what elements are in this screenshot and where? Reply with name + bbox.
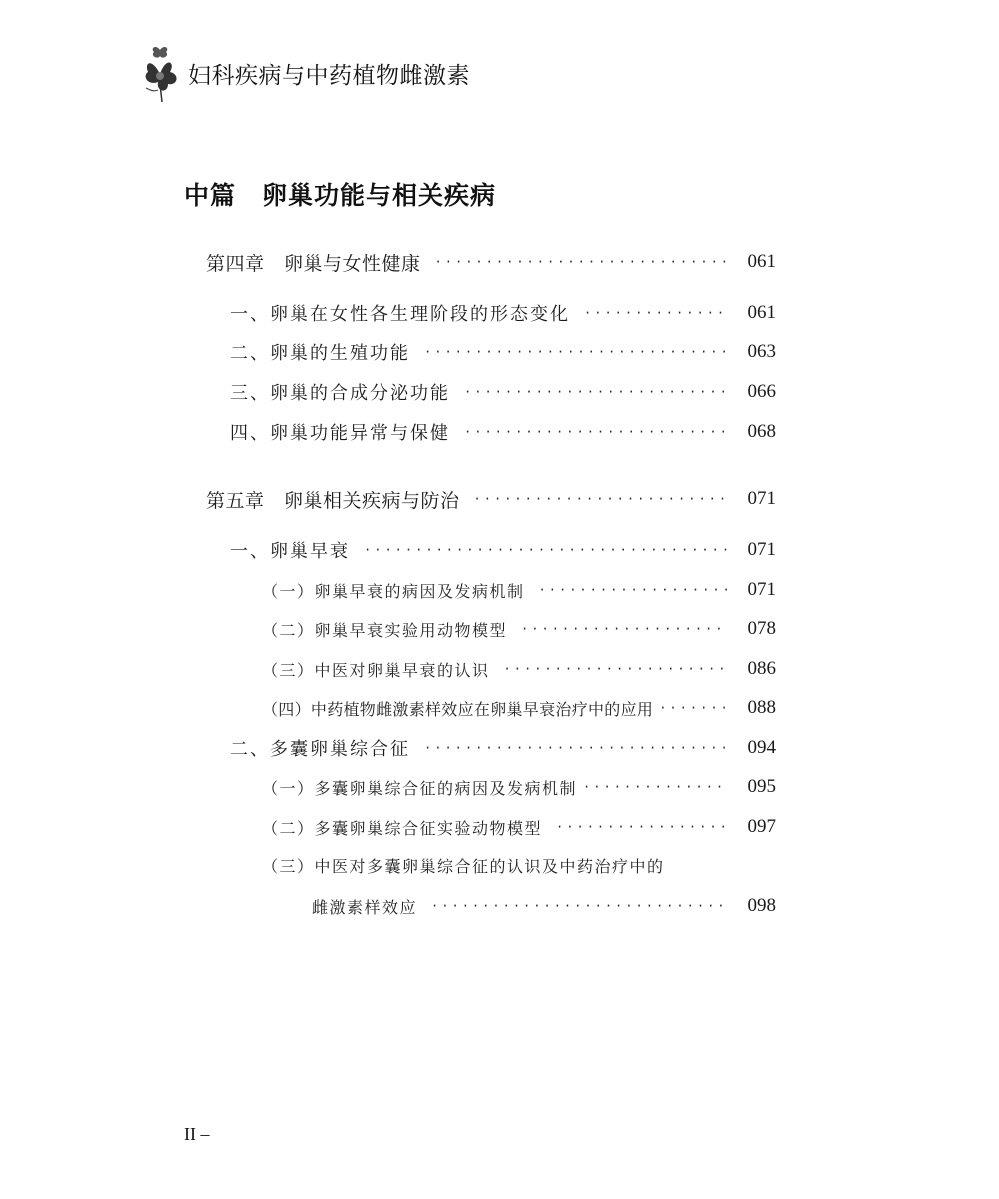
leader-dots	[659, 701, 728, 715]
toc-subsection-line2[interactable]	[312, 892, 776, 920]
toc-page-number: 086	[747, 658, 776, 679]
toc-page-number: 061	[747, 302, 776, 323]
toc-entry-text: 三、卵巢的合成分泌功能	[230, 383, 450, 404]
toc-page-number: 094	[747, 737, 776, 758]
toc-page-number: 098	[747, 895, 776, 916]
toc-subsection[interactable]	[262, 655, 776, 683]
toc-chapter-4[interactable]	[206, 248, 776, 276]
leader-dots	[464, 385, 728, 399]
toc-entry-text: 二、多囊卵巢综合征	[230, 739, 410, 760]
toc-page-number: 068	[747, 421, 776, 442]
toc-subsection[interactable]	[262, 694, 776, 722]
toc-subsection[interactable]	[262, 615, 776, 643]
part-label: 中篇	[184, 181, 237, 210]
leader-dots	[424, 741, 728, 755]
toc-entry-text: （二）多囊卵巢综合征实验动物模型	[262, 818, 543, 838]
toc-page-number: 063	[747, 341, 776, 362]
toc-subsection-line1[interactable]: （三）中医对多囊卵巢综合征的认识及中药治疗中的	[262, 856, 665, 876]
toc-entry-text: （四）中药植物雌激素样效应在卵巢早衰治疗中的应用	[262, 699, 654, 719]
flower-logo-icon	[140, 44, 180, 102]
book-title: 妇科疾病与中药植物雌激素	[188, 62, 470, 89]
toc-page-number: 071	[747, 539, 776, 560]
leader-dots	[521, 622, 728, 636]
leader-dots	[464, 425, 728, 439]
toc-entry-text: （三）中医对卵巢早衰的认识	[262, 660, 490, 680]
toc-section[interactable]	[230, 299, 776, 327]
part-title	[184, 176, 496, 212]
leader-dots	[504, 662, 728, 676]
toc-page-number: 071	[747, 488, 776, 509]
toc-section[interactable]	[230, 378, 776, 406]
toc-page-number: 061	[747, 251, 776, 272]
leader-dots	[424, 345, 728, 359]
toc-section[interactable]	[230, 338, 776, 366]
leader-dots	[435, 255, 728, 269]
toc-entry-text: 第四章 卵巢与女性健康	[206, 252, 421, 275]
leader-dots	[556, 820, 728, 834]
leader-dots	[364, 543, 728, 557]
toc-subsection[interactable]	[262, 813, 776, 841]
toc-subsection[interactable]	[262, 773, 776, 801]
leader-dots	[584, 306, 728, 320]
leader-dots	[539, 583, 728, 597]
toc-entry-text: 一、卵巢早衰	[230, 541, 350, 562]
toc-page-number: 095	[747, 776, 776, 797]
toc-section[interactable]	[230, 734, 776, 762]
toc-entry-text: 二、卵巢的生殖功能	[230, 343, 410, 364]
toc-page-number: 088	[747, 697, 776, 718]
toc-entry-text: （一）多囊卵巢综合征的病因及发病机制	[262, 778, 578, 798]
toc-entry-text: 雌激素样效应	[312, 897, 418, 917]
toc-section[interactable]	[230, 536, 776, 564]
toc-entry-text: （一）卵巢早衰的病因及发病机制	[262, 581, 525, 601]
toc-entry-text: 一、卵巢在女性各生理阶段的形态变化	[230, 304, 570, 325]
toc-subsection[interactable]	[262, 576, 776, 604]
leader-dots	[431, 899, 728, 913]
toc-page-number: 066	[747, 381, 776, 402]
toc-entry-text: 四、卵巢功能异常与保健	[230, 423, 450, 444]
part-heading: 卵巢功能与相关疾病	[262, 181, 497, 210]
page-header	[140, 44, 470, 102]
toc-entry-text: （二）卵巢早衰实验用动物模型	[262, 620, 508, 640]
toc-section[interactable]	[230, 418, 776, 446]
toc-chapter-5[interactable]	[206, 485, 776, 513]
toc-entry-text: 第五章 卵巢相关疾病与防治	[206, 489, 460, 512]
page-number-footer: II –	[184, 1124, 210, 1144]
leader-dots	[583, 780, 728, 794]
toc-page-number: 097	[747, 816, 776, 837]
toc-page-number: 071	[747, 579, 776, 600]
leader-dots	[474, 492, 728, 506]
toc-page-number: 078	[747, 618, 776, 639]
